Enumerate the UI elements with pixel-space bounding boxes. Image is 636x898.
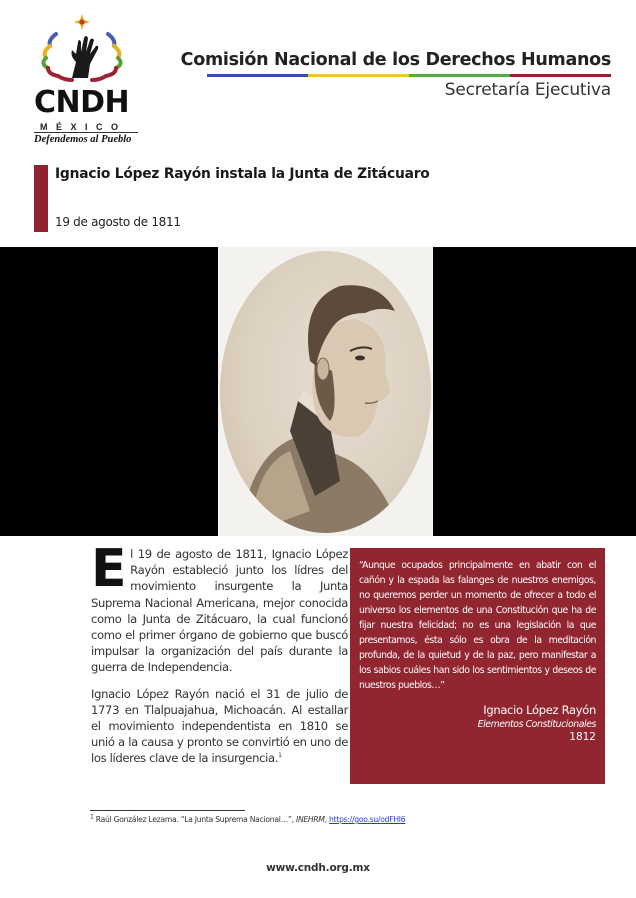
footnote-divider [90,810,245,811]
paragraph-2-text: Ignacio López Rayón nació el 31 de julio de 1773 en Tlalpuajahua, Michoacán. Al estallar el movimiento independentista en 1810 se unió a la causa y pronto se convirtió en uno de los líderes clave de la insurgencia. [91,686,348,766]
paragraph-1 [91,539,348,676]
footnote-link[interactable]: https://goo.su/odFHI6 [329,815,406,824]
laurel-wreath-icon [26,12,138,87]
quote-work: Elementos Constitucionales [477,719,596,730]
footnote [90,815,405,824]
footnote-number: 1 [90,813,94,821]
quote-text: “Aunque ocupados principalmente en abatir con el cañón y la espada las falanges de nuestros enemigos, no queremos perder un momento de ofrecer a todo el universo los elementos de una Constitución que ha de fijar nuestra felicidad; no es una legislación la que presentamos, ésta sólo es obra de la meditación profunda, de la quietud y de la paz, pero manifestar a los sabios cuáles han sido los sentimientos y deseos de nuestros pueblos…” [359,560,596,691]
logo-country: MÉXICO [40,122,127,132]
org-color-bar [207,74,611,77]
org-subtitle: Secretaría Ejecutiva [444,80,611,100]
org-name: Comisión Nacional de los Derechos Humanos [180,50,611,70]
raised-hand-icon [72,36,99,78]
logo-motto: Defendemos al Pueblo [34,134,132,145]
logo-acronym: CNDH [34,85,130,120]
logo-divider [34,132,138,133]
page-title: Ignacio López Rayón instala la Junta de Zitácuaro [55,166,430,182]
color-bar-green [409,74,510,77]
footer-url[interactable]: www.cndh.org.mx [266,862,370,874]
drop-cap: E [91,539,127,599]
footnote-ref[interactable]: 1 [278,752,282,760]
quote-author: Ignacio López Rayón [483,703,596,717]
quote-year: 1812 [569,731,596,743]
color-bar-blue [207,74,308,77]
article-body [91,539,348,777]
color-bar-yellow [308,74,409,77]
portrait-oval [220,251,431,533]
footnote-separator: , [324,815,330,824]
paragraph-2 [91,686,348,767]
portrait-drawing [220,251,431,533]
article-date: 19 de agosto de 1811 [55,215,181,229]
footnote-text: Raúl González Lezama. “La Junta Suprema Nacional…”, [93,815,296,824]
cndh-logo [26,12,138,147]
paragraph-1-text: l 19 de agosto de 1811, Ignacio López Rayón estableció junto los lídres del movimiento insurgente la Junta Suprema Nacional Americana, mejor conocida como la Junta de Zitácuaro, la cual funcionó como el primer órgano de gobierno que buscó impulsar la organización del país durante la guerra de Independencia. [91,547,348,675]
quote-box [350,548,605,784]
title-accent-bar [34,165,48,232]
footnote-source: INEHRM [295,815,325,824]
portrait-image [218,247,433,536]
star-icon [74,14,90,30]
color-bar-red [510,74,611,77]
